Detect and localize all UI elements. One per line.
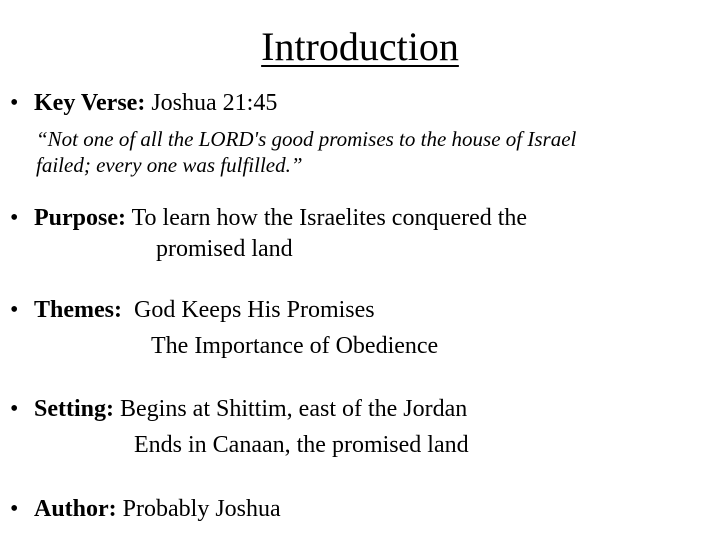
bullet-continuation: Ends in Canaan, the promised land [134,432,469,458]
bullet-setting [10,394,467,425]
bullet-dot-icon: • [10,297,19,323]
bullet-label: Author: [34,496,117,522]
bullet-label: Themes: [34,297,122,323]
bullet-continuation: The Importance of Obedience [151,333,439,359]
quote-line: “Not one of all the LORD's good promises to the house of Israel [36,127,577,151]
bullet-continuation: promised land [156,236,293,262]
bullet-author [10,494,281,525]
bullet-label: Setting: [34,396,114,422]
bullet-text: Probably Joshua [116,496,281,522]
quote-line: failed; every one was fulfilled.” [36,153,303,177]
bullet-text: Joshua 21:45 [145,90,278,116]
slide-title: Introduction [261,24,459,69]
bullet-text: Begins at Shittim, east of the Jordan [114,396,468,422]
bullet-text: To learn how the Israelites conquered the [126,205,528,231]
bullet-text: God Keeps His Promises [121,297,375,323]
bullet-dot-icon: • [10,496,19,522]
bullet-dot-icon: • [10,90,19,116]
bullet-dot-icon: • [10,396,19,422]
bullet-label: Key Verse: [34,90,146,116]
bullet-dot-icon: • [10,205,19,231]
bullet-label: Purpose: [34,205,126,231]
key-verse-quote [36,126,576,178]
bullet-themes [10,295,375,326]
bullet-key-verse [10,88,277,119]
bullet-purpose [10,203,527,234]
